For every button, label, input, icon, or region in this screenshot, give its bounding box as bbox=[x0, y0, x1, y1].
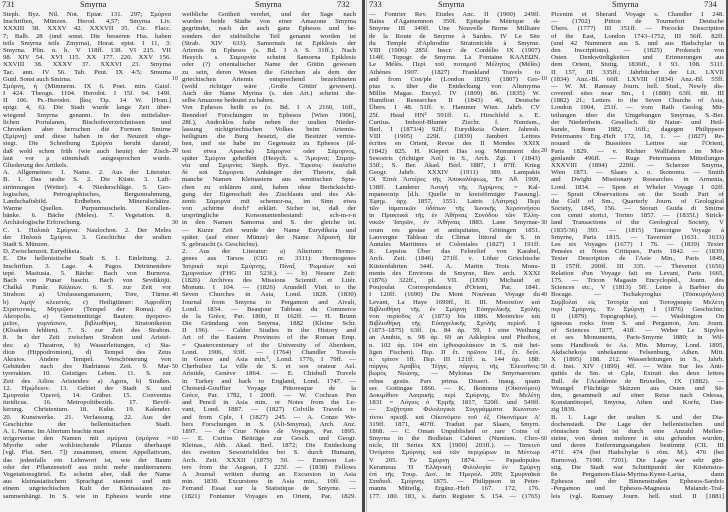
text-line: S. gebraucht (s. Geschichte). bbox=[182, 241, 259, 248]
text-line: Kleinas., Abh. Akad. Berl. 1872; Die Entdeckung bbox=[182, 442, 356, 450]
text-line: Smyrna. Plin. n. h. V 118ff. 138. VI 215. VII bbox=[3, 46, 171, 54]
text-line: Archäologische Erforschung. bbox=[3, 219, 82, 227]
text-line: stig. Die Stadt war Schnittpunkt der Küstenstra- bbox=[551, 463, 724, 471]
text-line: in den Namen Samorna und S. der gleiche ist. bbox=[182, 219, 356, 227]
text-line: ser. Gottingae 1866. — K. Ikonomu (Οἰκονόμου) bbox=[369, 384, 540, 392]
margin-line-number: 10 bbox=[541, 75, 547, 82]
text-line: lassung nichtgriechischen Volkes beim Artemis- bbox=[182, 126, 356, 133]
text-line: du Temple d'Aphrodite Stratonicide à Smyrne. bbox=[369, 39, 540, 47]
text-line: V 205. Ἐν Σμύρνῃ 1874. — Papadopulos bbox=[369, 456, 540, 464]
text-line: covered sites near Sm., I (1880) 63ff. 88. III bbox=[551, 90, 724, 98]
text-line: des zweiten Sesostrisbildes bei S. durch Humann, bbox=[182, 449, 356, 457]
text-line: Sciences etc., V (1813) 5ff. Lettre à Barbier du bbox=[551, 284, 724, 292]
text-line: 114ff. Topogr. de Smyrne. La Fontaine ΚΑΛΕΩΝ. bbox=[369, 54, 540, 62]
text-line: oder (?) orientalischer Name der Göttin gewesen bbox=[182, 61, 356, 69]
page-number-732: 732 bbox=[337, 0, 350, 9]
text-line: Lond. 1834. — Beaujour Tableau du Commerce bbox=[182, 305, 356, 313]
text-line: heiligtum die Burg besetzt, die Besitzer vertrie- bbox=[182, 133, 356, 141]
text-line: Monum. I 104. — (1826) Arundell Visit to the bbox=[182, 284, 356, 292]
text-line: lichen Portulanen, Bischofsverzeichnissen und bbox=[3, 118, 171, 126]
text-line: B. 1. Lage der uralten S. und der Dia- bbox=[551, 413, 724, 421]
text-line: 319ff. 1871, 407ff. Traduit par Slaars, Smyrn. bbox=[369, 420, 540, 428]
text-line: Pensées et Notes Critiques, Paris 1842. — (1839) bbox=[551, 248, 724, 256]
text-line: A Journal written during an Excursion in Asia bbox=[182, 471, 356, 478]
running-head: Smyrna bbox=[255, 0, 282, 9]
text-line: 20. Kunstwerke. 21. Verfassung. 22. Aus der bbox=[3, 413, 171, 421]
text-line: VIII (1905) 229f. (1839) Jambert Lettres bbox=[369, 133, 540, 141]
text-line: orum res gestae et antiquitates, Göttingen 1851. bbox=[369, 226, 540, 234]
text-line: Grèce, Par. 1782, I 200ff. — W. Cochran Pen bbox=[182, 391, 356, 399]
text-line: dochenstadt. Die Lage der hellenistischen und bbox=[551, 420, 724, 428]
text-line: von περίοδος Α' (1873) bis 1886. Μουσεῖον καὶ bbox=[369, 312, 540, 320]
text-line: X (1895) 188. 212. Wasserleitungen in S., Jahrb. bbox=[551, 356, 724, 363]
text-line: νικῶν Ἰατρῶν, ἐν Ἀθήναις 1883. Lane Smyrnae- bbox=[369, 219, 540, 227]
text-line: land Transactions of the Geological Society, V bbox=[551, 219, 724, 227]
text-line: Ἱατρικά περὶ Σμύρνης, Πίναξ Ῥωμαίων καὶ bbox=[182, 262, 356, 270]
text-line: siegt. Die Schreibung Σμύρνα beruht darauf, bbox=[3, 140, 171, 148]
text-line: Στρατονικίς, Μητρῷον (Tempel der Roma). d) bbox=[3, 305, 171, 313]
text-line: Δοκιμίθιον Λατρικῆς περὶ Σμύρνης. Ἐν Μελέτῃ bbox=[369, 391, 540, 399]
text-line: zu sein, deren Wesen die Griechen als dem der bbox=[182, 68, 356, 76]
text-line: Inschriften, Münzen. Herod. 4,57; Smyrna Liv. bbox=[3, 18, 171, 26]
text-column bbox=[3, 11, 171, 500]
margin-line-number: 20 bbox=[541, 147, 547, 154]
text-line: teils Smyrna teils Zmyrna), Horat. epist. I 11, 3: bbox=[3, 39, 171, 47]
text-line: écrites en Orient, Revue des II Mondes XXIX bbox=[369, 140, 540, 148]
text-line: Συμβολαὶ εἰς Ἱστορία καὶ Τοπογραφίᾳ Μελέτη bbox=[551, 298, 724, 306]
text-line: Gebäuden nach des Hadrianus Zeit. 9. Mar- bbox=[3, 363, 171, 371]
margin-line-number: 10 bbox=[172, 75, 178, 82]
text-line: Benndorf Forschungen in Ephesos [Wien 1906], bbox=[182, 111, 356, 119]
text-line: Wrangel Flüchtige Skizzen aus Osten und Sü- bbox=[551, 384, 724, 392]
text-line: Curtius. Imhoof-Blumer Ztschr. f. Numism., bbox=[369, 118, 540, 126]
text-line: Lauvergne Tableau du Climat littoral de S. in bbox=[369, 233, 540, 241]
text-line: Ephesos und der Binnenstraßen Ephesos-Sardeis bbox=[551, 478, 724, 486]
text-line: nouard de Bussières Lettres sur l'Orient, bbox=[551, 140, 724, 148]
text-line: Kerameus Ἡ Ἑλληνικὴ Φιλολογία ἐν Σμύρνῃ bbox=[369, 463, 540, 471]
text-line: Artemis in Ephesos (s. Bd. I A S. 31ff.). Nach bbox=[182, 46, 356, 54]
text-line: test etwa Apascha) Σάμορνα oder Σάμορνος, bbox=[182, 147, 356, 155]
text-line: Von Ephesos heißt es (o. Bd. I A 2160, 16ff., bbox=[182, 104, 356, 112]
text-line: 98. XIV 54. XVI 115. XX 177. 220. XXV 156. bbox=[3, 54, 171, 62]
text-line: in Turkey and back to England, Lond. 1747. — bbox=[182, 377, 356, 385]
text-column bbox=[182, 11, 356, 500]
text-line: bänke. 6. Bäche (Meles). 7. Vegetation. 8. bbox=[3, 212, 171, 220]
text-line: περὶ Σμύρνης. Ἐν Σμύρνῃ I (1876) Geschichte; bbox=[551, 305, 724, 313]
text-line: tyrerakten. 10. Geistiges Leben. 11. S. zur bbox=[3, 370, 171, 378]
text-line: igneous rocks from S. and Pergamon, Am. Journ. bbox=[551, 320, 724, 328]
text-line: I 120ff. (1690) Du Mont Nouveau Voyage du bbox=[369, 291, 540, 299]
text-line: Landschaftsbild. Erdbeben. Mineralschätze. bbox=[3, 197, 171, 205]
text-line: Sesostris (richtiger Ἀσί) in S., Arch. Zgt. I (1843) bbox=[369, 154, 540, 162]
text-line: Smyrne, Paris 1815. — Tavernier (1631. 1633) bbox=[551, 233, 724, 241]
text-line: Bains d'Agamemnon 350f. Epitaphe Métrique de bbox=[369, 18, 540, 26]
text-line: Strabon: a) Umfassungsmauern, Tore, Türme. bbox=[3, 291, 171, 299]
text-line: Society, 1845, 156. — Storari Guida di Smirne bbox=[551, 205, 724, 213]
text-line: Σταδιοδ. Σμύρνης 1875. — Philippson in Peter- bbox=[369, 478, 540, 486]
text-line: (1876) 322ff., pl. VII. (1830) Michaud et bbox=[369, 276, 540, 284]
text-line: — Συζήτησα Φιλολογικὰ Συγγράμματα Κωνσταν- bbox=[369, 406, 540, 414]
text-line: d. Inst. XIV (1899) 4ff. — Witte Sur les Anti- bbox=[551, 363, 724, 371]
margin-line-number: 50 bbox=[172, 363, 178, 370]
text-line: Gliederung des Artikels. bbox=[3, 161, 69, 169]
text-line: πύργος Ἀραβὸς Τέγγε, πύργος τῆς Ἐλευσῖνος: bbox=[369, 363, 540, 371]
text-line: (1834) Anz.-Bl. 66ff. LXVIII (1834) Anz.-Bl. 55ff. bbox=[551, 75, 724, 83]
text-line: Smyrna in the Bodleian Cabinet (Numism. Chro- bbox=[369, 435, 540, 443]
text-line: XXVIII 38. XXXV 37. XXXVI 23. Smyrna bbox=[3, 61, 171, 69]
text-line: in Πρακτικά τῆς ἐν Ἀθήναις Συνόδου τῶν Ἑλλη- bbox=[369, 212, 540, 220]
text-line: Vegetationsgürtel. Es scheint aber, daß der Name bbox=[3, 471, 171, 478]
margin-line-number: 30 bbox=[172, 219, 178, 226]
text-line: 1831 = Λόγιος ὁ Ἑρμῆς 1817, 520ff. und 549ff. bbox=[369, 399, 540, 407]
text-line: manche Namen Kleinasiens aus semitischen Spra- bbox=[182, 176, 356, 184]
text-line: 471f. 474 (bei Hadschylar 6 röm. M.). 476 (bei bbox=[551, 449, 724, 457]
text-line: C. 1. Παλαιὰ Σμύρνα. Naulochon. 2. Der Meles bbox=[3, 226, 171, 234]
text-line: Bocage. — Tschakyroglus (Τσακυρόγλου) bbox=[551, 291, 724, 299]
text-line: in Greece and Asia min.², Lond. 1776, I 79ff. — bbox=[182, 356, 356, 363]
margin-line-number: 50 bbox=[541, 363, 547, 370]
text-line: kunde, Bonn 1882, 16ff.; dagegen Philippson bbox=[551, 126, 724, 133]
text-line: Athènes 1907. (1827) Frankland Travels to bbox=[369, 68, 540, 76]
text-line: Βιβλιοθήκη τῆς ἐν Σμύρνῃ Εὐαγγελικῆς Σχολῆς bbox=[369, 305, 540, 313]
text-line: quités de Sm. et Cple, Extrait des deux lettres bbox=[551, 370, 724, 378]
text-line: irrigerweise den Namen mit σμύρνα (σμύρνα = bbox=[3, 435, 171, 443]
text-line: (1882) 2f.; Letters to the Seven Churchs of Asia, bbox=[551, 97, 724, 105]
text-line: E. Die hellenistische Stadt S. 1. Einleitung. 2. bbox=[3, 255, 171, 263]
text-line: epigr. 4, 6). Die Stadt wurde lange Zeit über- bbox=[3, 104, 171, 112]
text-line: Ὀνόματα Σμύρνης καὶ τῶν περιχώρων in Μέντωρ bbox=[369, 449, 540, 457]
text-line: den, gesammelt auf einer Reise nach Odessa, bbox=[551, 391, 724, 399]
text-line: n. τρίτον 1ff. Περ. III 121ff. n. 144 ἀρ. 188: bbox=[369, 356, 540, 363]
text-line: von ‚schirme doch!' erklärt. Sicher ist, daß der bbox=[182, 205, 356, 213]
text-line: (1873–1875) 63ff. (n. 84 ἀρ. 59, 1 eine Weihung bbox=[369, 327, 540, 335]
text-line: ben, und sie habe im Gegensatz zu Ephesos (äl- bbox=[182, 140, 356, 148]
text-line: Konstantinopel, Smyrna, Athen und Korfu, Dan- bbox=[551, 399, 724, 407]
text-line: wurden beide Städte von einer Amazone Smyrna bbox=[182, 18, 356, 26]
text-line: das jedenfalls ein Lehnwort ist, wie der Baum bbox=[3, 456, 171, 464]
text-line: Choiseul-Gouffier Voyage Pittoresque de la bbox=[182, 384, 356, 392]
text-line: Lond. 1834. — Spon et Wheler Voyage I 02ff. bbox=[551, 183, 724, 191]
text-line: 33ff.; S. Ber. Akad. Berl. 1887, I 87ff. Krieg bbox=[369, 161, 540, 169]
text-line: teilungen über die Umgebungen Smyrnas, S.-Ber. bbox=[551, 111, 724, 119]
text-line: τίνου πρεσβ. καὶ Οἰκονόμου τοῦ ἐξ Οἰκονόμων Α' bbox=[369, 413, 540, 421]
text-line: Tac. ann. IV 56. Tab. Peut. IX 4/5; Smurna bbox=[3, 68, 171, 76]
text-line: Ferrand Essai sur la Statistique de Smyrne. — bbox=[182, 485, 356, 493]
text-line: n. 102 ἀρ. 104 ein ἰχθυοφυλάκιον in S. mit hei- bbox=[369, 341, 540, 349]
text-line: Petermanns Erg.-Heft 172, 18, 1. — (1827) Re- bbox=[551, 133, 724, 141]
text-line: Levant, La Haye 1699ff., II. III. Μουσεῖον καὶ bbox=[369, 298, 540, 306]
text-line: sons Handbook to As. Min. Murray, Lond. 1895, bbox=[551, 341, 724, 349]
text-line: Arch. Zeit. (1846) 271ff. v. Löher Griechische bbox=[369, 255, 540, 263]
text-line: 7; Balb. 28 (und sonst. Die besseren Hss. haben bbox=[3, 32, 171, 40]
text-line: Le Mélès. Περὶ τοῦ ποταμοῦ Μέλητος (Mélès) bbox=[369, 61, 540, 69]
text-line: Cherbuliez La ville de S. et son orateur Ael. bbox=[182, 363, 356, 371]
text-line: mpanocnip [d.h. Quelle in kreisförmiger Fassung]. bbox=[369, 190, 540, 198]
text-line: VIII (1906) 285f. Inscr. de Cordélio IX (1907) bbox=[369, 46, 540, 54]
text-line: ments des Environs de Smyrne, Rev. arch. XXXI bbox=[369, 269, 540, 277]
text-line: Bach von Punar baschi. Bach von Sevdiköjü. bbox=[3, 276, 171, 284]
text-line: Akropolis. e) Gemeinnützige Bauten: ἀγορανο- bbox=[3, 312, 171, 320]
text-line: Seven Churches in Asia, Lond. 1828. (1830) bbox=[182, 291, 356, 299]
text-line: δὲ καὶ Σάμορνα. Anhänger der Theorie, daß bbox=[182, 169, 356, 177]
text-line: daß wohl schon früh (wie auch heute) der Zisch- bbox=[3, 147, 171, 155]
text-line: Aristide, Genève 1864. — E. Chishull Travels bbox=[182, 370, 356, 378]
text-line: Millin Magas. Encycl. IV (1809) 86. (1835) W. bbox=[369, 90, 540, 98]
text-line: τῶν ἱαματικῶν ὑδάτων τῆς Ἰωνικῆς Χερσονήσου bbox=[369, 205, 540, 213]
text-line: Akdschekoja unbekannte Felsenburg, Athen. Mitt. bbox=[551, 348, 724, 356]
text-line: Auch der Name Myrina (s. den Art.) scheint die- bbox=[182, 90, 356, 98]
page-number-731: 731 bbox=[2, 0, 15, 9]
text-line: selbe Amazone bedeutet zu haben. bbox=[182, 97, 275, 105]
text-line: II 106. Ps.-Herodot. βίος Ὁμ. 14 W. [Hom.] bbox=[3, 97, 171, 105]
text-line: Stadt S. Münzen. bbox=[3, 241, 50, 248]
text-line: vant, Lond. 1887. — (1827) Colville Travels to bbox=[182, 406, 356, 414]
text-line: and from Cple, I (1827) 245. — A. Conze We- bbox=[182, 413, 356, 421]
text-line: tepé. Mastusia. 5. Bäche: Bach von Burnova. bbox=[3, 269, 171, 277]
text-line: zig 1839. bbox=[551, 406, 576, 414]
text-line: of the East, London 1743–1752, III 56ff. 82ff. bbox=[551, 32, 724, 40]
text-line: et ses Monuments, Paris-Smyrne 1880; in Wil- bbox=[551, 334, 724, 342]
margin-line-number: 30 bbox=[541, 219, 547, 226]
text-line: 25f. Head HN² 591ff. G. Hirschfeld s. E. bbox=[369, 111, 540, 119]
text-column bbox=[551, 11, 724, 500]
text-line: D. Zwischenzeit. Eurydikeia. bbox=[3, 248, 82, 256]
text-line: 28f.), Androklos habe neben der uralten Nieder- bbox=[182, 118, 356, 126]
text-line: 2. Aus der Literatur: a) Altertum: Hermo- bbox=[182, 248, 356, 256]
text-line: Bull. de l'Académie de Bruxelles, IX (1882). — bbox=[551, 377, 724, 385]
text-line: and Pencil in Asia min. or Notes from the Le- bbox=[182, 399, 356, 407]
text-line: 8. In der Zeit zwischen Strabon und Aristei- bbox=[3, 334, 171, 342]
text-line: Geschichte der hellenistischen Stadt. bbox=[3, 420, 171, 428]
text-line: Les six Voyages (1677) I 76. — (1839) Texier bbox=[551, 241, 724, 248]
text-line: II 196). — Calder Studies in the History and bbox=[182, 327, 356, 335]
margin-line-number: 40 bbox=[172, 291, 178, 298]
text-line: con cenni storici, Torino 1857. — (1835f.) Strick- bbox=[551, 212, 724, 220]
text-line: = Quatercentenary of the University of Aberdeen, bbox=[182, 341, 356, 349]
text-line: London 1904, 251f. — vom Rath Geolog. Mit- bbox=[551, 104, 724, 112]
text-line: (1835/36) 393. — (1815) Tancoigne Voyage à bbox=[551, 226, 724, 234]
text-line: ἐπὶ τῆς Τουρ. Δεσ. in Ἡμερολ. 209; Σμυρναϊκὰ bbox=[369, 471, 540, 478]
text-line: (1826) Archives des Missions Scientif. et Litér. bbox=[182, 276, 356, 284]
text-line: (1842) 825. H. Kiepert Das sog. Monument des bbox=[369, 147, 540, 155]
text-line: Hesych. s. Σαμορνία scheint Samorna Epiklesis bbox=[182, 54, 356, 62]
text-line: oder der Pflanzenstoff aus nicht mehr mediterranem bbox=[3, 463, 171, 471]
text-line: Übers. I 48. 51ff. v. Hammer Wien. Jahrb. CV bbox=[369, 104, 540, 112]
text-line: Guid. Sonst auch Smirna. bbox=[3, 75, 72, 83]
text-line: Poujoulat Correspondance d'Orient, Par. 1841. bbox=[369, 284, 540, 292]
margin-line-number: 40 bbox=[541, 291, 547, 298]
text-line: A. Allgemeines: 1. Name. 2. Aus der Literatur. bbox=[3, 169, 171, 177]
text-line: Texier Description de l'Asie Min., Paris 1849, bbox=[551, 255, 724, 263]
text-line: Osten Denkwürdigkeiten und Erinnerungen aus bbox=[551, 54, 724, 62]
text-line: the Gulf of Sm., Quarterly Journ. of Geological bbox=[551, 197, 724, 205]
text-line: 12. Ἡρῴδειον. 13. Gebiet der Stadt S. und bbox=[3, 384, 171, 392]
text-line: dem Orient, Stuttg. 1836ff., I 93. 108. 511f. bbox=[551, 61, 724, 69]
text-line: Die Gründung von Smyrna, 1882 (Kleine Schr. bbox=[182, 320, 356, 328]
text-line: Σμύρνη, ἡ (Mimnerm. IX 6. Poet. min. Gaisf. bbox=[3, 82, 171, 90]
text-line: römischen Stadt ist durch eine Anzahl Meilen- bbox=[551, 427, 724, 435]
text-line: Relation d'un Voyage fait en Levant, Paris 1665, bbox=[551, 269, 724, 277]
text-line: Berl. I (1873/4) 92ff.; Eurydikeia Österr. Jahresh. bbox=[369, 126, 540, 133]
text-line: b) λιμὴν κλειστός. c) Heiligtümer: Ἀφροδίτη bbox=[3, 298, 171, 306]
text-line: gung der Eigenschaft des Zischlauts und des Ak- bbox=[182, 190, 356, 198]
text-line: ters from the Aegean, I 225f. — (1838) Fellows bbox=[182, 463, 356, 471]
text-line: — W. M. Ramsay Journ. hell. Stud., Newly dis- bbox=[551, 82, 724, 90]
text-line: iuridicus. 16. Metropolitbezirk. 17. Bevöl- bbox=[3, 399, 171, 407]
text-line: dion (Hippodromion), d) Tempel des Zeus bbox=[3, 348, 171, 356]
text-line: βωμὸς Νεώνης. — Mylonas De Smyrnaeorum bbox=[369, 370, 540, 378]
text-line: Βιβλιοθήκη τῆς Εὐαγγελικῆς Σχολῆς περίοδ. I bbox=[369, 320, 540, 328]
text-line: — Spratt Observations on the South Part of bbox=[551, 190, 724, 198]
text-line: Chalkâ Punâr. Κάλαων. 6. S. zur Zeit vor bbox=[3, 284, 171, 292]
text-line: II 157, III 335ff.; Jahrbücher der Lit. LXVII bbox=[551, 68, 724, 76]
text-line: genes aus Tarsos (CIG nr. 3311): Hermogenes bbox=[182, 255, 356, 263]
text-line: (Σμίρνη) und diese haben in der Neuzeit obge- bbox=[3, 133, 171, 141]
text-line: sonders der südöstliche Teil genannt worden ist bbox=[182, 32, 356, 40]
text-line: A. 1. Name. Im Altertum brachte man bbox=[3, 427, 105, 435]
text-line: Σμυρναίων (FHG III 523f.). — b) Neuere Zeit: bbox=[182, 269, 356, 277]
text-line: an Anubis, n. 98 ἀρ. 69 an Asklepios und Phoibos, bbox=[369, 334, 540, 342]
margin-line-number: 20 bbox=[172, 147, 178, 154]
text-line: später Σμύρνα geheißen (Hesych. s. Ἄμορνα; Σαμορ- bbox=[182, 154, 356, 162]
text-line: — E. Curtius Beiträge zur Gesch. und Geogr. bbox=[182, 435, 356, 443]
text-line: Burnova). 7198f. 7201). Die Lage war sehr gün- bbox=[551, 456, 724, 464]
text-line: Ἐφημ. ἀρχ. 1857, 1551. Latris (Λάτρης) Περὶ bbox=[369, 197, 540, 205]
text-line: Akraios. Andere Tempel. Verschönerung von bbox=[3, 356, 171, 363]
text-line: (1821) Fontanier Voyages en Orient, Par. 1829. bbox=[182, 492, 356, 500]
text-line: und deren Entfernungsangaben bestimmt (CIL III bbox=[551, 442, 724, 450]
text-line: (wohl richtiger wäre ‚Große Göttin' gewesen). bbox=[182, 82, 356, 90]
text-line: weibliche Gottheit verehrt, und der Sage nach bbox=[182, 11, 356, 18]
text-line: des: a) Theatron, b) Wasserleitungen, c) Sta- bbox=[3, 341, 171, 349]
text-line: B. 1. Das uralte S. 2. Die Küste. 3. Luft- bbox=[3, 176, 171, 184]
text-line: genlande 496ff. — Ruge Petermanns Mitteilungen bbox=[551, 154, 724, 162]
text-line: min. 1839. Excursions in Asia min., 10ff. — bbox=[182, 478, 356, 486]
text-line: bers Forschungen in S. (Alt-Smyrna), Arch. Anz. bbox=[182, 420, 356, 428]
text-line: (Strab. XIV 633). Samornaïs ist Epiklesis der bbox=[182, 39, 356, 47]
text-line: Arch. Zeit. XXXII (1875) 50. — Emerson Let- bbox=[182, 456, 356, 464]
running-head: Smyrna bbox=[80, 0, 107, 9]
text-line: ursprüngliche Konsonantenbestand: sch-m-r-n bbox=[182, 212, 356, 220]
text-line: Smyrne III 349ff. Une Nouvelle Borne Milliaire bbox=[369, 25, 540, 33]
text-line: pius s. über die Entdeckung von Altsmyrna bbox=[369, 82, 540, 90]
text-line: and Dwight Missionary Researches in Armenia, bbox=[551, 176, 724, 184]
text-line: Hamilton Researches II (1843) 46, Deutsche bbox=[369, 97, 540, 105]
page-number-734: 734 bbox=[704, 0, 717, 9]
text-line: griechischen Artemis entsprechend bezeichneten bbox=[182, 75, 356, 83]
text-line: Annales Maritimes et Coloniales (1827) I 191ff. bbox=[369, 241, 540, 248]
text-line: 1897. — de Crue Notes de Voyages, Par. 1895. bbox=[182, 427, 356, 435]
text-line: (und 42 Nummern aus S. und aus Hadschylar in bbox=[551, 39, 724, 47]
text-line: Art of the Eastern Provinces of the Roman Emp. bbox=[182, 334, 356, 342]
text-line: manns Mitteilg., Ergänz.-Heft 167. 172, 176. bbox=[369, 485, 540, 493]
text-line: den Inscriptions). — (1825) Prokesch von bbox=[551, 46, 724, 54]
text-line: 1868. — C. Oman Unpublished or rare Coins of bbox=[369, 427, 540, 435]
page-gutter-line bbox=[366, 0, 367, 512]
text-line: 177. 180. 183, s. darin Register S. 154. — (1765) bbox=[369, 492, 540, 500]
text-line: Steph. Byz. Nil. Not. Epiar. 131. 297; Σμύρνα bbox=[3, 11, 171, 18]
text-line: rebus gestis. Pars prima. Dissert. inaug. quam bbox=[369, 377, 540, 385]
text-line: XXXVIII (1894) 229ff. — Scherzer Smyrna, bbox=[551, 161, 724, 169]
text-line: ße Pergamon-Elaia-Myrina-Kyme-Larisa, dann bbox=[551, 471, 724, 478]
text-line: de la Route de Smyrne à Sardes. IV Le Site bbox=[369, 32, 540, 40]
text-line: Σμυρναία Ὀρεινή. 14. Gräber. 15. Conventus bbox=[3, 391, 171, 399]
text-line: Warme Quellen. Purpurmuscheln. Korallen- bbox=[3, 205, 171, 213]
text-line: II 157ff. 200ff. III 335. — Thevenot (1656) bbox=[551, 262, 724, 270]
text-line: I 424. Theogn. 1104. Herodot. I 15f. 94. 149f. bbox=[3, 90, 171, 98]
text-line: νία und Σμυρνία; Steph. Byz. Ἔφεσος· ἐκαλεῖτο bbox=[182, 161, 356, 169]
text-line: einem ungriechischen Kult der Kleinasiaten zu- bbox=[3, 485, 171, 493]
text-column bbox=[369, 11, 540, 500]
text-line: der Niederrhein. Gesellsch. für Natur- und Heil- bbox=[551, 118, 724, 126]
text-line: Küstenfahrten 344f. A. Martin Trois Monu- bbox=[369, 262, 540, 270]
text-line: später (auf einer Münze) der Name Ἀδριανή für bbox=[182, 233, 356, 241]
text-line: chen zu erklären sind, haben ohne Berücksichti- bbox=[182, 183, 356, 191]
text-line: Zeit des Ailios Aristeides: a) Agora, b) Straßen. bbox=[3, 377, 171, 385]
margin-line-number: 60 bbox=[541, 435, 547, 442]
text-line: 138ff. Landerer Ἀσυγὴ τῆς Ἀγρίμνος = Kal- bbox=[369, 183, 540, 191]
text-line: 175. — Tricon Magasin Encyclopéd., Journ. des bbox=[551, 276, 724, 284]
text-line: strömungen (Wetter). 4. Niederschläge. 5. Geo- bbox=[3, 183, 171, 191]
text-line: Myrrhe oder wohlriechende Pflanze überhaupt bbox=[3, 442, 171, 450]
text-line: R. Lepsius Über das Felsrelief von Karabel, bbox=[369, 248, 540, 256]
text-line: Inschriften. 3. Lage. 4. Pagos. Detrimendere bbox=[3, 262, 171, 270]
text-line: — Fontrier Rev. Etudes Anc. II (1900) 249ff. bbox=[369, 11, 540, 18]
text-line: Geogr. Jahrb. XXXIV (1911) 389. Lampakis bbox=[369, 169, 540, 177]
text-line: kerung. Christentum. 18. Kulte. 19. Kalender. bbox=[3, 406, 171, 414]
text-line: Journal from Smyrna to Pergamon and Aivali, bbox=[182, 298, 356, 306]
text-line: XXXIII 38. XXXV 42. XXXVII 35. Cic. Flacc. bbox=[3, 25, 171, 33]
running-head: Smyrna bbox=[612, 0, 639, 9]
text-line: μεῖον, γυμνάσιον, βιβλιοθήκη, Stratonikeion bbox=[3, 320, 171, 328]
book-spine-shadow bbox=[362, 0, 365, 512]
text-line: — (1702) Pitton de Tournefort Deutsche bbox=[551, 18, 724, 26]
text-line: nicle, III Series XX [1900] 203ff.). — Ταπεινὸ bbox=[369, 442, 540, 450]
text-line: (Kloaken fehlten). 7. S. zur Zeit des Strabon. bbox=[3, 327, 171, 335]
text-line: Wien 1873. — Slaars s. o. Ikonomu. — Smith bbox=[551, 169, 724, 177]
text-line: Paris 1829. — v. Richter Wallfahrten im Mor- bbox=[551, 147, 724, 155]
text-line: Chroniken aber herrschen die Formen Smirne bbox=[3, 126, 171, 133]
text-line: ligen Fischen). Περ. II ἔτ. πρῶτον 1ff., ἔτ. δεύτ. bbox=[369, 348, 540, 356]
text-line: aus kleinasiatischem Sprachgut stammt und mit bbox=[3, 478, 171, 486]
text-line: de la Grèce, Par. 1800, II 162ff. — H. Brunn bbox=[182, 312, 356, 320]
text-line: sammenhängt. In S. wie in Ephesos wurde eine bbox=[3, 492, 171, 500]
text-line: [vgl. Plut. Sert. 7]) zusammen, einem Appellativum, bbox=[3, 449, 171, 457]
text-line: Übers. (1777) III 351ff. — Pococke Description bbox=[551, 25, 724, 33]
margin-line-number: 60 bbox=[172, 435, 178, 442]
text-line: -Pergamon und Ephesos-Magnesia Maiandr.-Tral- bbox=[551, 485, 724, 493]
text-line: Picenini et Sherard Voyage s. Chandler I 248. bbox=[551, 11, 724, 18]
text-line: II (1879) Topographie). — Washington On bbox=[551, 312, 724, 320]
page-number-733: 733 bbox=[369, 0, 382, 9]
text-line: wiegend Smyrna genannt. In den mittelalter- bbox=[3, 111, 171, 119]
text-line: leis (vgl. Ramsay Journ. hell. stud. II [1881] bbox=[551, 492, 724, 500]
text-line: — Kurze Zeit wurde der Name Eurydikeia und bbox=[182, 226, 356, 234]
text-line: laut vor μ stimmhaft ausgesprochen wurde. bbox=[3, 154, 171, 162]
text-line: der Παλαιὰ Σμύρνα. 3. Geschichte der uralten bbox=[3, 233, 171, 241]
running-head: Smyrna bbox=[438, 0, 465, 9]
text-line: logisches, Petrographisches, Bergumrahmung, bbox=[3, 190, 171, 198]
text-line: steine, von denen mehrere in situ gefunden wurden, bbox=[551, 435, 724, 443]
text-line: Οἱ Ἑπτὰ Ἀστέρες τῆς Ἀποκαλύψεως, Ἐν Ἀθ. 1909, bbox=[369, 176, 540, 184]
text-line: and from Con/ple (London 1829). (1807) Gro- bbox=[369, 75, 540, 83]
text-line: of Sciences 1877, 41ff. — Weber Le Sipylos bbox=[551, 327, 724, 335]
text-line: zents Σάμορνα mit schemor-na, im Sinn etwa bbox=[182, 197, 356, 205]
text-line: gegründet, nach der auch ganz Ephesos und be- bbox=[182, 25, 356, 33]
text-line: Lond. 1906, 93ff. — (1764) Chandler Travels bbox=[182, 348, 356, 356]
